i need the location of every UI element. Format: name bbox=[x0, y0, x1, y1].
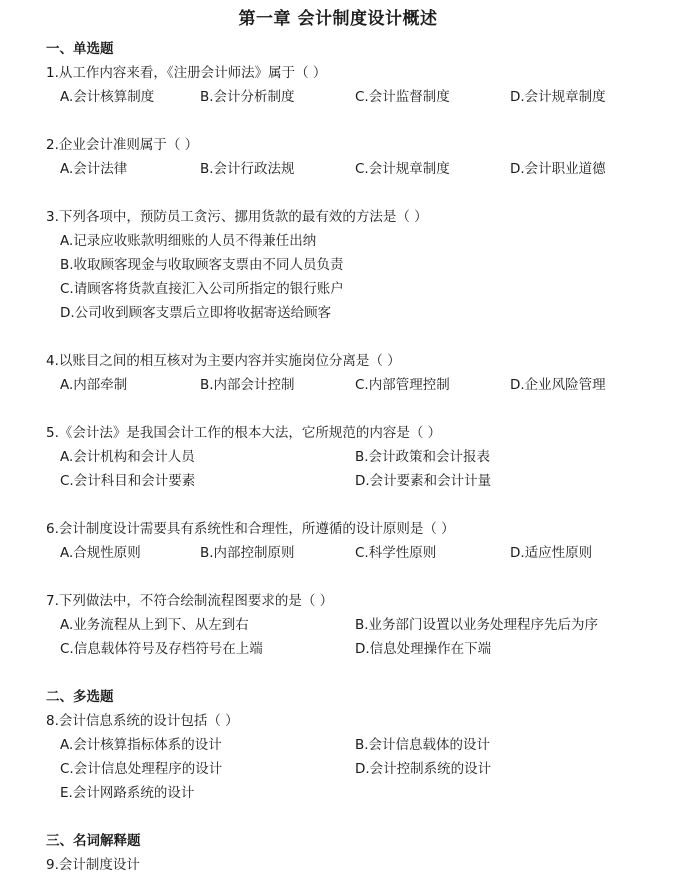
question-7-stem: 7.下列做法中，不符合绘制流程图要求的是（ ） bbox=[46, 593, 334, 609]
question-8-option-d: D.会计控制系统的设计 bbox=[355, 761, 492, 777]
question-7-option-c: C.信息载体符号及存档符号在上端 bbox=[60, 641, 263, 657]
question-1-option-b: B.会计分析制度 bbox=[200, 89, 295, 105]
question-5-option-c: C.会计科目和会计要素 bbox=[60, 473, 196, 489]
question-8-option-e: E.会计网路系统的设计 bbox=[60, 785, 195, 801]
question-4-option-b: B.内部会计控制 bbox=[200, 377, 295, 393]
question-9-stem: 9.会计制度设计 bbox=[46, 857, 140, 873]
question-2-stem: 2.企业会计准则属于（ ） bbox=[46, 137, 199, 153]
question-8-stem: 8.会计信息系统的设计包括（ ） bbox=[46, 713, 239, 729]
question-6-option-d: D.适应性原则 bbox=[510, 545, 593, 561]
question-8-option-b: B.会计信息载体的设计 bbox=[355, 737, 491, 753]
question-5-option-b: B.会计政策和会计报表 bbox=[355, 449, 491, 465]
question-2-option-c: C.会计规章制度 bbox=[355, 161, 450, 177]
question-3-option-d: D.公司收到顾客支票后立即将收据寄送给顾客 bbox=[60, 305, 332, 321]
question-3-option-b: B.收取顾客现金与收取顾客支票由不同人员负责 bbox=[60, 257, 344, 273]
question-1-option-a: A.会计核算制度 bbox=[60, 89, 155, 105]
question-8-option-a: A.会计核算指标体系的设计 bbox=[60, 737, 222, 753]
question-5-option-a: A.会计机构和会计人员 bbox=[60, 449, 195, 465]
chapter-title: 第一章 会计制度设计概述 bbox=[238, 9, 438, 29]
question-2-option-d: D.会计职业道德 bbox=[510, 161, 606, 177]
section-heading-multiple-choice: 二、多选题 bbox=[46, 689, 114, 705]
question-7-option-b: B.业务部门设置以业务处理程序先后为序 bbox=[355, 617, 599, 633]
question-6-stem: 6.会计制度设计需要具有系统性和合理性，所遵循的设计原则是（ ） bbox=[46, 521, 455, 537]
question-3-stem: 3.下列各项中，预防员工贪污、挪用货款的最有效的方法是（ ） bbox=[46, 209, 428, 225]
question-1-stem: 1.从工作内容来看，《注册会计师法》属于（ ） bbox=[46, 65, 327, 81]
question-1-option-c: C.会计监督制度 bbox=[355, 89, 450, 105]
section-heading-single-choice: 一、单选题 bbox=[46, 41, 114, 57]
section-heading-term-explanation: 三、名词解释题 bbox=[46, 833, 141, 849]
question-2-option-b: B.会计行政法规 bbox=[200, 161, 295, 177]
question-5-stem: 5.《会计法》是我国会计工作的根本大法，它所规范的内容是（ ） bbox=[46, 425, 442, 441]
question-5-option-d: D.会计要素和会计计量 bbox=[355, 473, 492, 489]
question-7-option-d: D.信息处理操作在下端 bbox=[355, 641, 492, 657]
question-3-option-a: A.记录应收账款明细账的人员不得兼任出纳 bbox=[60, 233, 317, 249]
question-4-option-a: A.内部牵制 bbox=[60, 377, 128, 393]
question-6-option-b: B.内部控制原则 bbox=[200, 545, 295, 561]
question-4-option-c: C.内部管理控制 bbox=[355, 377, 450, 393]
question-8-option-c: C.会计信息处理程序的设计 bbox=[60, 761, 223, 777]
question-6-option-a: A.合规性原则 bbox=[60, 545, 141, 561]
question-6-option-c: C.科学性原则 bbox=[355, 545, 437, 561]
question-4-option-d: D.企业风险管理 bbox=[510, 377, 606, 393]
question-1-option-d: D.会计规章制度 bbox=[510, 89, 606, 105]
question-3-option-c: C.请顾客将货款直接汇入公司所指定的银行账户 bbox=[60, 281, 344, 297]
question-2-option-a: A.会计法律 bbox=[60, 161, 128, 177]
question-4-stem: 4.以账目之间的相互核对为主要内容并实施岗位分离是（ ） bbox=[46, 353, 401, 369]
question-7-option-a: A.业务流程从上到下、从左到右 bbox=[60, 617, 249, 633]
